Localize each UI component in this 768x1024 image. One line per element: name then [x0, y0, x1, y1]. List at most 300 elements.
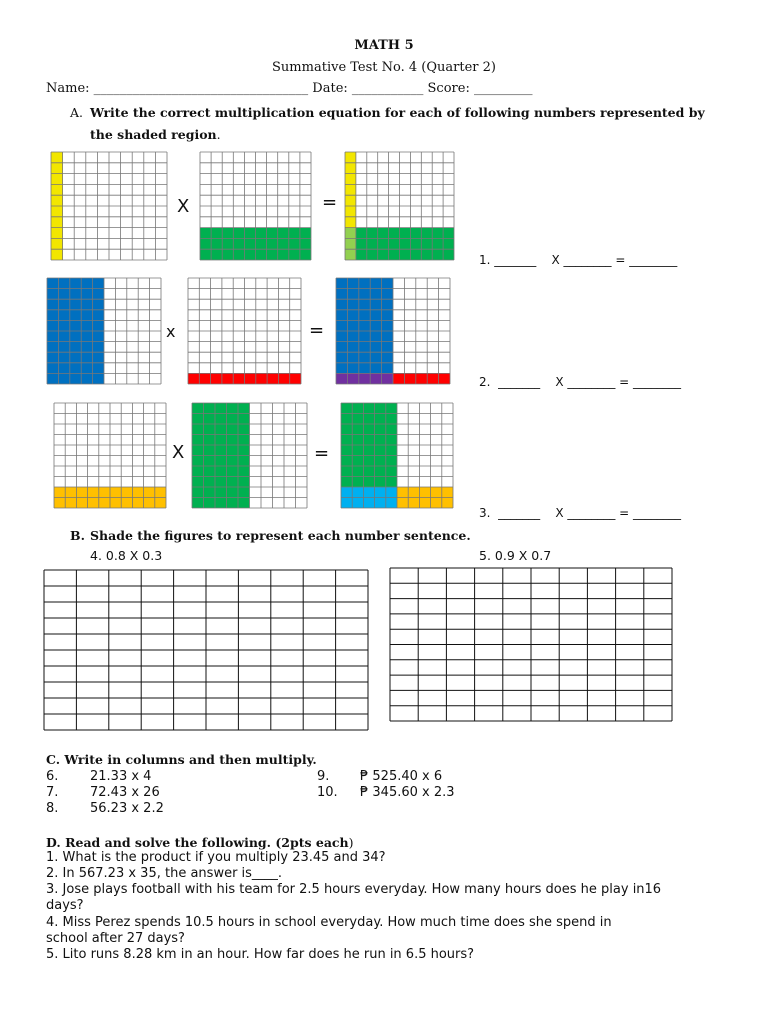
shaded-cell: [336, 352, 347, 363]
shaded-cell: [432, 228, 443, 239]
shaded-cell: [200, 228, 211, 239]
shaded-cell: [215, 424, 227, 435]
shaded-cell: [238, 466, 250, 477]
shaded-cell: [188, 373, 199, 384]
shaded-cell: [211, 373, 222, 384]
shaded-cell: [341, 466, 352, 477]
shaded-cell: [58, 278, 69, 289]
model-3-factor1-grid: [53, 402, 167, 509]
shaded-cell: [256, 249, 267, 260]
shaded-cell: [347, 278, 358, 289]
shaded-cell: [382, 320, 393, 331]
shaded-cell: [341, 424, 352, 435]
shaded-cell: [215, 414, 227, 425]
shaded-cell: [382, 342, 393, 353]
shaded-cell: [378, 238, 389, 249]
shaded-cell: [370, 331, 381, 342]
shaded-cell: [199, 373, 210, 384]
shaded-cell: [238, 487, 250, 498]
shaded-cell: [352, 424, 363, 435]
shaded-cell: [204, 487, 216, 498]
shaded-cell: [70, 320, 81, 331]
question-line: 5. Lito runs 8.28 km in an hour. How far does he run in 6.5 hours?: [46, 947, 475, 962]
shaded-cell: [200, 238, 211, 249]
shaded-cell: [267, 228, 278, 239]
shaded-cell: [233, 228, 244, 239]
shaded-cell: [356, 249, 367, 260]
shaded-cell: [233, 238, 244, 249]
shaded-cell: [386, 466, 397, 477]
shaded-cell: [51, 163, 63, 174]
shaded-cell: [375, 477, 386, 488]
shaded-cell: [227, 487, 239, 498]
question-line: 2. In 567.23 x 35, the answer is____.: [46, 866, 283, 881]
item-5-blank-grid[interactable]: [389, 567, 673, 722]
shaded-cell: [393, 373, 404, 384]
shaded-cell: [336, 289, 347, 300]
section-d-heading: D. Read and solve the following. (2pts each): [46, 835, 354, 850]
shaded-cell: [215, 403, 227, 414]
shaded-cell: [58, 352, 69, 363]
shaded-cell: [352, 466, 363, 477]
shaded-cell: [93, 352, 104, 363]
shaded-cell: [352, 477, 363, 488]
shaded-cell: [341, 414, 352, 425]
shaded-cell: [363, 487, 374, 498]
shaded-cell: [121, 498, 132, 509]
shaded-cell: [359, 342, 370, 353]
shaded-cell: [47, 331, 58, 342]
shaded-cell: [356, 238, 367, 249]
shaded-cell: [267, 249, 278, 260]
shaded-cell: [375, 456, 386, 467]
shaded-cell: [375, 498, 386, 509]
shaded-cell: [227, 414, 239, 425]
shaded-cell: [47, 289, 58, 300]
shaded-cell: [155, 498, 166, 509]
shaded-cell: [382, 310, 393, 321]
item-expression: ₱ 345.60 x 2.3: [360, 785, 455, 800]
shaded-cell: [386, 487, 397, 498]
shaded-cell: [222, 238, 233, 249]
question-line: 4. Miss Perez spends 10.5 hours in school everyday. How much time does she spend in: [46, 915, 612, 930]
shaded-cell: [389, 238, 400, 249]
model-3-factor2-grid: [191, 402, 308, 509]
shaded-cell: [345, 217, 356, 228]
shaded-cell: [370, 373, 381, 384]
shaded-cell: [233, 373, 244, 384]
shaded-cell: [400, 249, 411, 260]
shaded-cell: [227, 456, 239, 467]
shaded-cell: [222, 228, 233, 239]
shaded-cell: [375, 445, 386, 456]
shaded-cell: [375, 487, 386, 498]
shaded-cell: [300, 249, 311, 260]
shaded-cell: [222, 373, 233, 384]
shaded-cell: [132, 487, 143, 498]
shaded-cell: [442, 487, 453, 498]
shaded-cell: [432, 249, 443, 260]
times-symbol: x: [166, 322, 176, 341]
shaded-cell: [382, 363, 393, 374]
shaded-cell: [341, 456, 352, 467]
shaded-cell: [227, 466, 239, 477]
shaded-cell: [363, 466, 374, 477]
shaded-cell: [347, 320, 358, 331]
worksheet-subtitle: Summative Test No. 4 (Quarter 2): [272, 60, 496, 75]
shaded-cell: [345, 206, 356, 217]
question-line: 1. What is the product if you multiply 23.45 and 34?: [46, 850, 386, 865]
shaded-cell: [345, 152, 356, 163]
shaded-cell: [58, 373, 69, 384]
shaded-cell: [47, 352, 58, 363]
shaded-cell: [359, 331, 370, 342]
shaded-cell: [336, 363, 347, 374]
shaded-cell: [93, 331, 104, 342]
shaded-cell: [70, 342, 81, 353]
shaded-cell: [70, 289, 81, 300]
shaded-cell: [347, 310, 358, 321]
shaded-cell: [204, 456, 216, 467]
shaded-cell: [347, 352, 358, 363]
item-expression: ₱ 525.40 x 6: [360, 769, 443, 784]
section-a-instruction: A. Write the correct multiplication equation for each of following numbers represented by the shaded region.: [70, 102, 740, 146]
shaded-cell: [421, 238, 432, 249]
shaded-cell: [227, 477, 239, 488]
shaded-cell: [204, 403, 216, 414]
shaded-cell: [389, 249, 400, 260]
shaded-cell: [363, 477, 374, 488]
shaded-cell: [419, 487, 430, 498]
shaded-cell: [336, 320, 347, 331]
shaded-cell: [336, 342, 347, 353]
shaded-cell: [244, 228, 255, 239]
shaded-cell: [431, 487, 442, 498]
shaded-cell: [442, 498, 453, 509]
shaded-cell: [419, 498, 430, 509]
shaded-cell: [408, 487, 419, 498]
shaded-cell: [47, 278, 58, 289]
shaded-cell: [70, 373, 81, 384]
shaded-cell: [421, 228, 432, 239]
shaded-cell: [192, 456, 204, 467]
shaded-cell: [367, 249, 378, 260]
shaded-cell: [144, 498, 155, 509]
shaded-cell: [88, 498, 99, 509]
model-1-factor2-grid: [199, 151, 312, 261]
shaded-cell: [370, 299, 381, 310]
shaded-cell: [70, 310, 81, 321]
shaded-cell: [410, 228, 421, 239]
section-c-heading: C. Write in columns and then multiply.: [46, 752, 317, 767]
shaded-cell: [93, 299, 104, 310]
shaded-cell: [155, 487, 166, 498]
shaded-cell: [341, 445, 352, 456]
shaded-cell: [227, 445, 239, 456]
shaded-cell: [370, 363, 381, 374]
shaded-cell: [88, 487, 99, 498]
shaded-cell: [386, 498, 397, 509]
answer-line-3: 3. _______ X ________ = ________: [479, 506, 682, 520]
shaded-cell: [336, 331, 347, 342]
item-number: 8.: [46, 801, 59, 816]
times-symbol: X: [177, 196, 190, 217]
shaded-cell: [238, 424, 250, 435]
shaded-cell: [345, 195, 356, 206]
shaded-cell: [367, 238, 378, 249]
shaded-cell: [363, 424, 374, 435]
shaded-cell: [51, 217, 63, 228]
shaded-cell: [222, 249, 233, 260]
shaded-cell: [215, 456, 227, 467]
shaded-cell: [336, 310, 347, 321]
shaded-cell: [256, 228, 267, 239]
shaded-cell: [204, 466, 216, 477]
shaded-cell: [58, 310, 69, 321]
shaded-cell: [51, 152, 63, 163]
question-line: 3. Jose plays football with his team for 2.5 hours everyday. How many hours does he play in16: [46, 882, 662, 897]
shaded-cell: [238, 435, 250, 446]
shaded-cell: [341, 498, 352, 509]
shaded-cell: [192, 414, 204, 425]
shaded-cell: [227, 424, 239, 435]
shaded-cell: [370, 289, 381, 300]
shaded-cell: [347, 342, 358, 353]
model-2-product-grid: [335, 277, 451, 385]
shaded-cell: [341, 477, 352, 488]
shaded-cell: [375, 466, 386, 477]
shaded-cell: [278, 249, 289, 260]
shaded-cell: [278, 238, 289, 249]
shaded-cell: [290, 373, 301, 384]
item-number: 7.: [46, 785, 59, 800]
shaded-cell: [300, 228, 311, 239]
shaded-cell: [375, 435, 386, 446]
shaded-cell: [289, 228, 300, 239]
shaded-cell: [93, 342, 104, 353]
shaded-cell: [386, 477, 397, 488]
shaded-cell: [345, 163, 356, 174]
shaded-cell: [192, 424, 204, 435]
shaded-cell: [238, 414, 250, 425]
shaded-cell: [65, 498, 76, 509]
shaded-cell: [99, 487, 110, 498]
shaded-cell: [382, 299, 393, 310]
shaded-cell: [352, 498, 363, 509]
name-date-score-line: Name: _________________________________ Date: ___________ Score: _________: [46, 81, 533, 96]
shaded-cell: [375, 424, 386, 435]
shaded-cell: [51, 195, 63, 206]
shaded-cell: [238, 477, 250, 488]
item-expression: 56.23 x 2.2: [90, 801, 164, 816]
shaded-cell: [93, 320, 104, 331]
shaded-cell: [204, 424, 216, 435]
shaded-cell: [370, 278, 381, 289]
equals-symbol: =: [322, 192, 338, 213]
shaded-cell: [278, 373, 289, 384]
shaded-cell: [204, 477, 216, 488]
shaded-cell: [47, 363, 58, 374]
shaded-cell: [386, 435, 397, 446]
model-2-factor2-grid: [187, 277, 302, 385]
shaded-cell: [363, 414, 374, 425]
shaded-cell: [54, 487, 65, 498]
shaded-cell: [359, 352, 370, 363]
shaded-cell: [256, 373, 267, 384]
shaded-cell: [81, 289, 92, 300]
shaded-cell: [93, 373, 104, 384]
shaded-cell: [347, 373, 358, 384]
shaded-cell: [382, 373, 393, 384]
shaded-cell: [70, 278, 81, 289]
shaded-cell: [76, 487, 87, 498]
shaded-cell: [211, 249, 222, 260]
shaded-cell: [47, 373, 58, 384]
shaded-cell: [244, 238, 255, 249]
shaded-cell: [47, 320, 58, 331]
shaded-cell: [382, 289, 393, 300]
shaded-cell: [204, 445, 216, 456]
item-4-blank-grid[interactable]: [43, 569, 369, 731]
shaded-cell: [93, 278, 104, 289]
shaded-cell: [352, 403, 363, 414]
shaded-cell: [267, 238, 278, 249]
shaded-cell: [289, 249, 300, 260]
equals-symbol: =: [309, 320, 325, 341]
shaded-cell: [227, 498, 239, 509]
shaded-cell: [58, 331, 69, 342]
shaded-cell: [400, 238, 411, 249]
shaded-cell: [382, 352, 393, 363]
item-number: 9.: [317, 769, 330, 784]
shaded-cell: [352, 445, 363, 456]
shaded-cell: [192, 445, 204, 456]
shaded-cell: [65, 487, 76, 498]
shaded-cell: [47, 342, 58, 353]
shaded-cell: [370, 342, 381, 353]
shaded-cell: [431, 498, 442, 509]
shaded-cell: [397, 487, 408, 498]
shaded-cell: [192, 498, 204, 509]
section-b-instruction: [70, 528, 471, 543]
shaded-cell: [256, 238, 267, 249]
shaded-cell: [443, 228, 454, 239]
shaded-cell: [363, 435, 374, 446]
shaded-cell: [363, 445, 374, 456]
shaded-cell: [345, 174, 356, 185]
shaded-cell: [400, 228, 411, 239]
shaded-cell: [341, 435, 352, 446]
shaded-cell: [233, 249, 244, 260]
section-a-line1: Write the correct multiplication equation for each of following numbers represented by: [90, 105, 705, 120]
shaded-cell: [81, 331, 92, 342]
shaded-cell: [192, 435, 204, 446]
shaded-cell: [432, 238, 443, 249]
shaded-cell: [47, 299, 58, 310]
shaded-cell: [81, 373, 92, 384]
shaded-cell: [132, 498, 143, 509]
shaded-cell: [99, 498, 110, 509]
shaded-cell: [211, 238, 222, 249]
shaded-cell: [347, 289, 358, 300]
shaded-cell: [289, 238, 300, 249]
shaded-cell: [51, 206, 63, 217]
shaded-cell: [54, 498, 65, 509]
shaded-cell: [81, 320, 92, 331]
shaded-cell: [81, 352, 92, 363]
section-a-letter: A.: [70, 105, 84, 120]
question-line: days?: [46, 898, 84, 913]
shaded-cell: [341, 487, 352, 498]
shaded-cell: [70, 352, 81, 363]
shaded-cell: [238, 456, 250, 467]
item-number: 10.: [317, 785, 338, 800]
shaded-cell: [204, 435, 216, 446]
shaded-cell: [245, 373, 256, 384]
section-a-line2: the shaded region: [90, 127, 217, 142]
shaded-cell: [352, 487, 363, 498]
shaded-cell: [359, 278, 370, 289]
shaded-cell: [110, 487, 121, 498]
shaded-cell: [410, 238, 421, 249]
times-symbol: X: [172, 442, 185, 463]
section-b-text: Shade the figures to represent each number sentence.: [90, 528, 471, 543]
shaded-cell: [93, 289, 104, 300]
shaded-cell: [121, 487, 132, 498]
shaded-cell: [336, 373, 347, 384]
shaded-cell: [439, 373, 450, 384]
shaded-cell: [352, 435, 363, 446]
shaded-cell: [238, 445, 250, 456]
shaded-cell: [359, 299, 370, 310]
shaded-cell: [58, 342, 69, 353]
shaded-cell: [227, 403, 239, 414]
shaded-cell: [192, 403, 204, 414]
shaded-cell: [300, 238, 311, 249]
shaded-cell: [389, 228, 400, 239]
shaded-cell: [192, 466, 204, 477]
shaded-cell: [378, 228, 389, 239]
shaded-cell: [70, 363, 81, 374]
shaded-cell: [278, 228, 289, 239]
shaded-cell: [370, 310, 381, 321]
shaded-cell: [93, 363, 104, 374]
shaded-cell: [345, 249, 356, 260]
shaded-cell: [370, 320, 381, 331]
equals-symbol: =: [314, 443, 330, 464]
shaded-cell: [267, 373, 278, 384]
item-expression: 21.33 x 4: [90, 769, 152, 784]
shaded-cell: [58, 363, 69, 374]
shaded-cell: [386, 445, 397, 456]
shaded-cell: [416, 373, 427, 384]
item-expression: 72.43 x 26: [90, 785, 160, 800]
shaded-cell: [215, 498, 227, 509]
shaded-cell: [359, 289, 370, 300]
shaded-cell: [341, 403, 352, 414]
shaded-cell: [363, 403, 374, 414]
shaded-cell: [192, 487, 204, 498]
shaded-cell: [359, 310, 370, 321]
shaded-cell: [336, 278, 347, 289]
shaded-cell: [359, 320, 370, 331]
item-5-label: 5. 0.9 X 0.7: [479, 548, 552, 563]
shaded-cell: [58, 289, 69, 300]
shaded-cell: [382, 331, 393, 342]
shaded-cell: [244, 249, 255, 260]
shaded-cell: [51, 174, 63, 185]
shaded-cell: [110, 498, 121, 509]
